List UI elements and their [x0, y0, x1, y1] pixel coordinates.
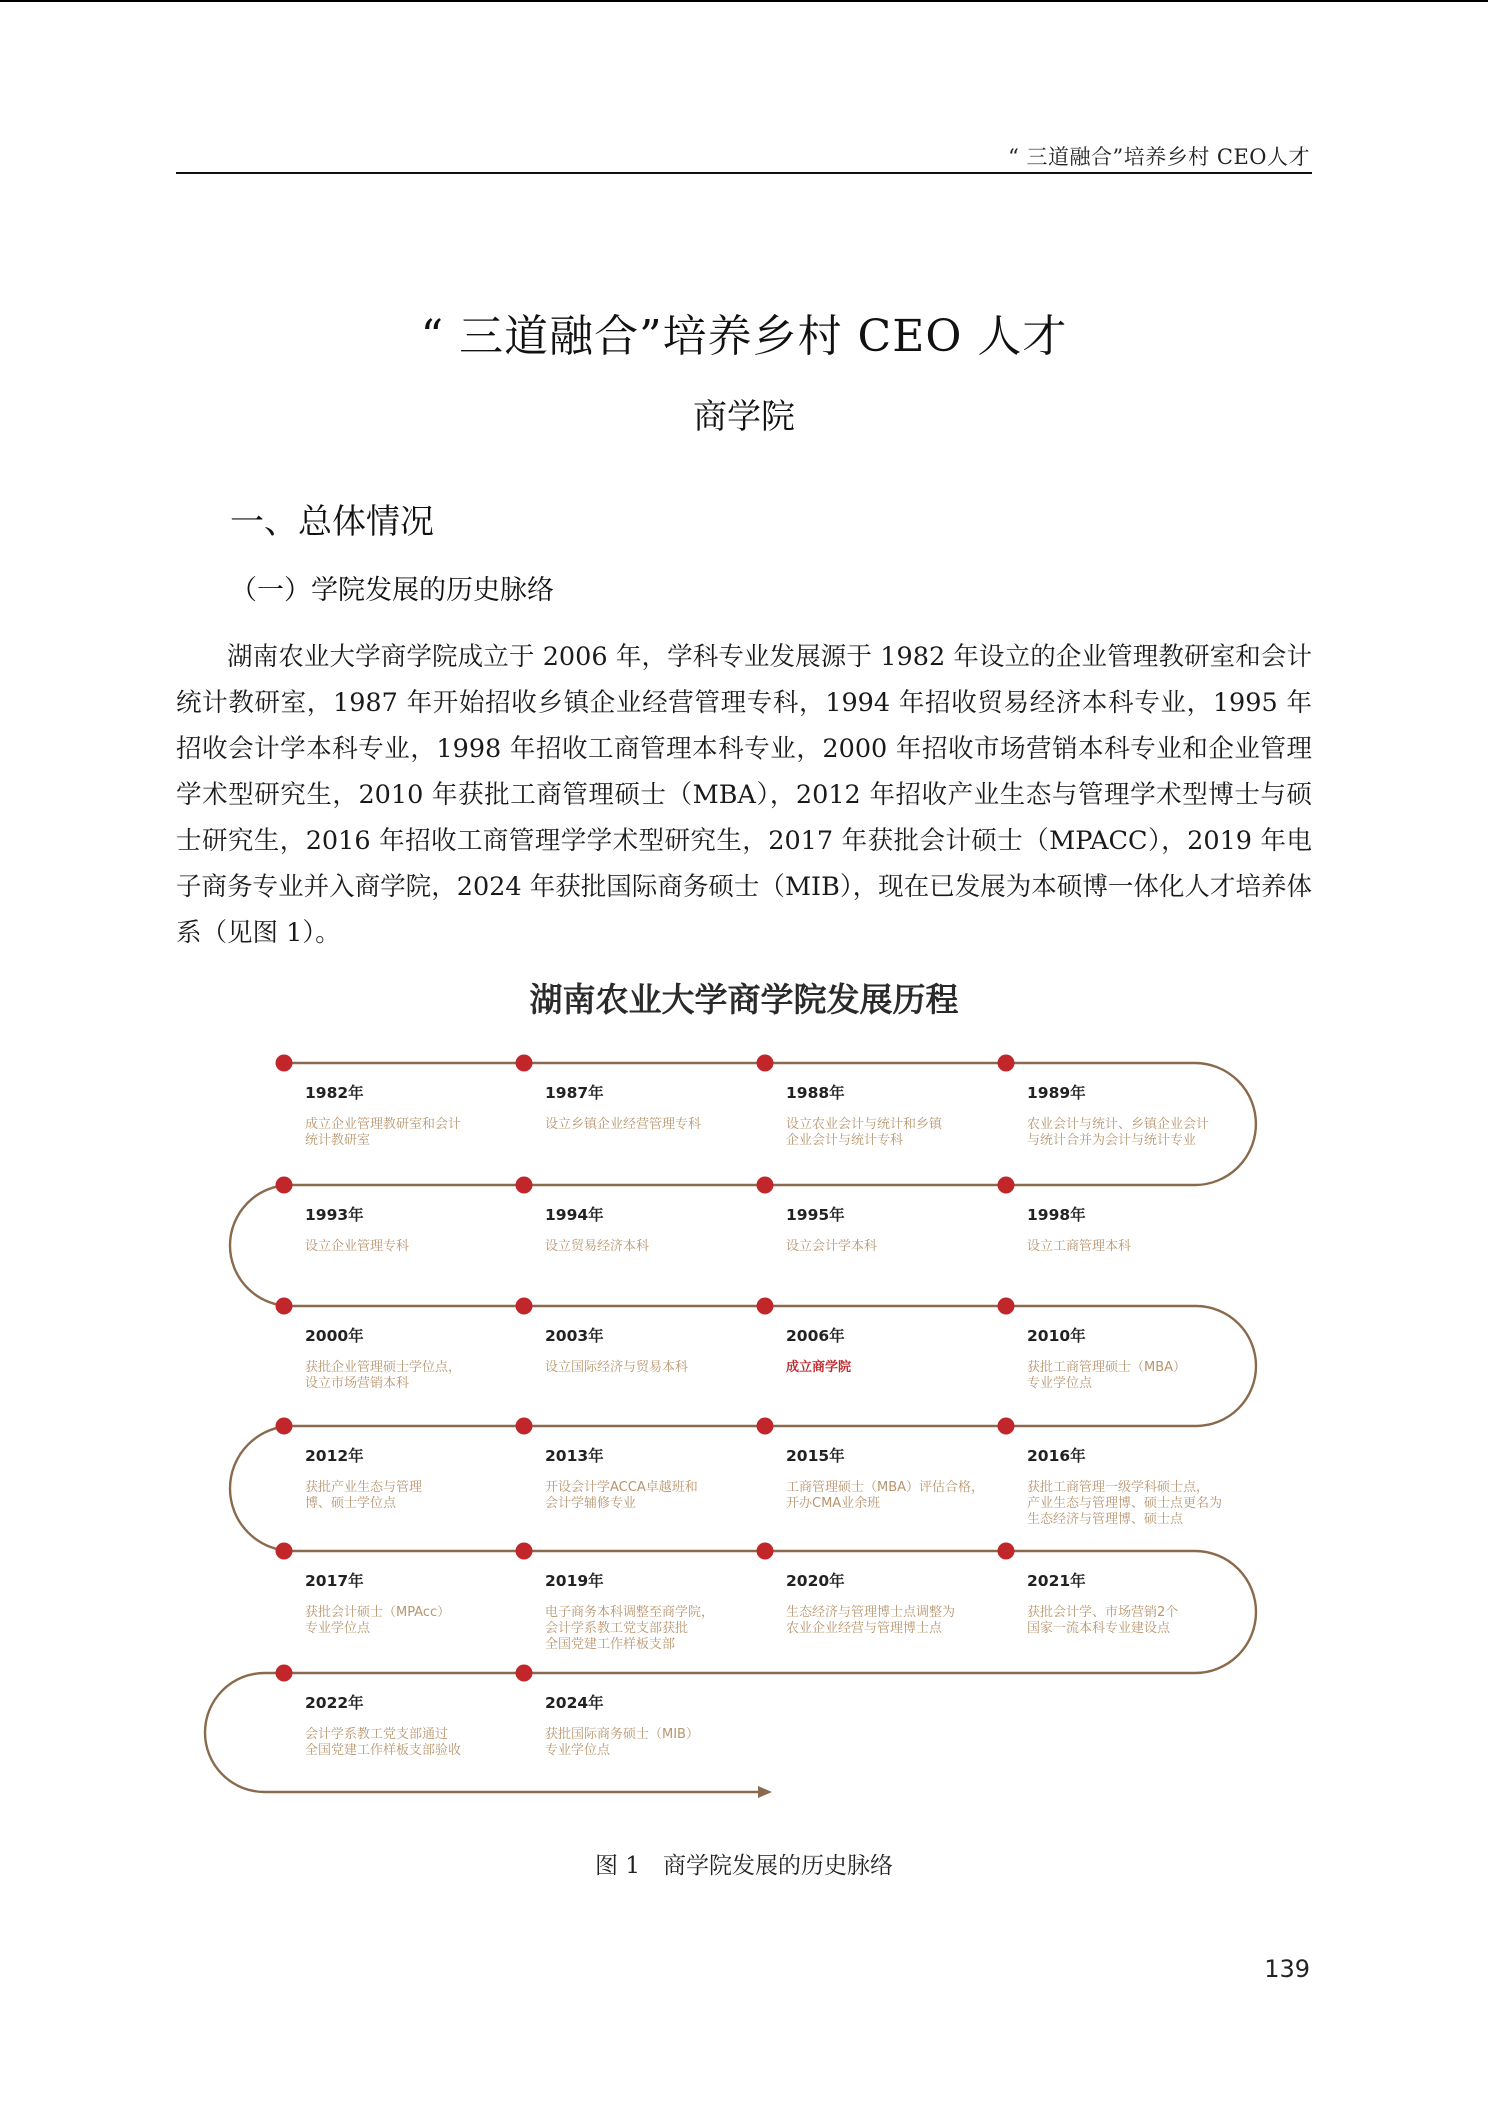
- timeline-event-text: 全国党建工作样板支部: [545, 1637, 676, 1652]
- timeline-dot: [998, 1298, 1015, 1315]
- timeline-dot: [998, 1543, 1015, 1560]
- timeline-event-text: 与统计合并为会计与统计专业: [1027, 1133, 1197, 1148]
- author-unit: 商学院: [693, 397, 795, 437]
- page-title: “ 三道融合”培养乡村 CEO 人才: [420, 311, 1068, 362]
- timeline-event-text: 会计学系教工党支部通过: [305, 1727, 449, 1742]
- timeline-event-text: 农业会计与统计、乡镇企业会计: [1027, 1117, 1210, 1132]
- timeline-dot: [276, 1543, 293, 1560]
- timeline-dot: [276, 1055, 293, 1072]
- timeline-event-text: 设立市场营销本科: [305, 1376, 410, 1391]
- timeline-year: 1987年: [545, 1084, 604, 1102]
- timeline-year: 1994年: [545, 1206, 604, 1224]
- timeline-event-text: 设立贸易经济本科: [545, 1239, 650, 1254]
- timeline-arrow-head: [758, 1786, 772, 1798]
- timeline-year: 2003年: [545, 1327, 604, 1345]
- timeline-event-text: 获批工商管理硕士（MBA）: [1027, 1360, 1187, 1375]
- timeline-year: 2000年: [305, 1327, 364, 1345]
- timeline-event-text: 设立会计学本科: [786, 1239, 878, 1254]
- timeline-dot: [516, 1665, 533, 1682]
- timeline-event-text: 获批企业管理硕士学位点，: [305, 1360, 462, 1375]
- timeline-event-text: 成立商学院: [786, 1360, 852, 1375]
- timeline-dot: [757, 1298, 774, 1315]
- timeline-dot: [276, 1298, 293, 1315]
- timeline-event-text: 设立工商管理本科: [1027, 1239, 1132, 1254]
- figure-caption: 图 1 商学院发展的历史脉络: [595, 1853, 893, 1879]
- timeline-event-text: 专业学位点: [545, 1743, 611, 1758]
- timeline-year: 2015年: [786, 1447, 845, 1465]
- page-number: 139: [1264, 1955, 1310, 1983]
- timeline-event-text: 会计学系教工党支部获批: [545, 1621, 689, 1636]
- timeline-event-text: 开设会计学ACCA卓越班和: [545, 1480, 698, 1495]
- timeline-event-text: 获批国际商务硕士（MIB）: [545, 1727, 699, 1742]
- timeline-year: 1988年: [786, 1084, 845, 1102]
- timeline-event-text: 获批会计硕士（MPAcc）: [305, 1605, 451, 1620]
- timeline-event-text: 产业生态与管理博、硕士点更名为: [1027, 1496, 1223, 1511]
- timeline-dot: [516, 1418, 533, 1435]
- timeline-dot: [516, 1055, 533, 1072]
- timeline-dot: [757, 1055, 774, 1072]
- timeline-dot: [998, 1177, 1015, 1194]
- figure-title: 湖南农业大学商学院发展历程: [529, 980, 959, 1019]
- timeline-year: 2006年: [786, 1327, 845, 1345]
- timeline-event-text: 设立企业管理专科: [305, 1239, 410, 1254]
- timeline-event-text: 开办CMA业余班: [786, 1496, 881, 1511]
- timeline-dot: [516, 1543, 533, 1560]
- timeline-dot: [757, 1543, 774, 1560]
- timeline-year: 2017年: [305, 1572, 364, 1590]
- timeline-event-text: 设立国际经济与贸易本科: [545, 1360, 689, 1375]
- timeline-event-text: 专业学位点: [1027, 1376, 1093, 1391]
- body-paragraph: 湖南农业大学商学院成立于 2006 年，学科专业发展源于 1982 年设立的企业管理教研室和会计统计教研室，1987 年开始招收乡镇企业经营管理专科，1994 年招收贸易经济本科专业，1995 年招收会计学本科专业，1998 年招收工商管理本科专业，2000 年招收市场营销本科专业和企业管理学术型研究生，2010 年获批工商管理硕士（MBA），2012 年招收产业生态与管理学术型博士与硕士研究生，2016 年招收工商管理学学术型研究生，2017 年获批会计硕士（MPACC），2019 年电子商务专业并入商学院，2024 年获批国际商务硕士（MIB），现在已发展为本硕博一体化人才培养体系（见图 1）。: [176, 642, 1312, 948]
- timeline-event-text: 获批会计学、市场营销2个: [1027, 1605, 1179, 1620]
- timeline-dot: [998, 1418, 1015, 1435]
- timeline-dot: [276, 1177, 293, 1194]
- timeline-event-text: 博、硕士学位点: [305, 1496, 397, 1511]
- timeline-year: 1995年: [786, 1206, 845, 1224]
- timeline-year: 2016年: [1027, 1447, 1086, 1465]
- timeline-year: 1993年: [305, 1206, 364, 1224]
- timeline-dot: [276, 1418, 293, 1435]
- timeline-track: [205, 1063, 1256, 1792]
- timeline-event-text: 电子商务本科调整至商学院，: [545, 1605, 715, 1620]
- timeline-event-text: 获批工商管理一级学科硕士点，: [1027, 1480, 1210, 1495]
- subsection-heading: （一）学院发展的历史脉络: [230, 575, 554, 606]
- timeline-dot: [757, 1418, 774, 1435]
- timeline-dot: [516, 1177, 533, 1194]
- timeline-event-text: 全国党建工作样板支部验收: [305, 1743, 462, 1758]
- timeline-year: 1982年: [305, 1084, 364, 1102]
- timeline-dot: [276, 1665, 293, 1682]
- timeline-year: 2019年: [545, 1572, 604, 1590]
- timeline-year: 2022年: [305, 1694, 364, 1712]
- timeline-year: 1989年: [1027, 1084, 1086, 1102]
- timeline-dot: [998, 1055, 1015, 1072]
- timeline-event-text: 获批产业生态与管理: [305, 1480, 423, 1495]
- timeline-event-text: 国家一流本科专业建设点: [1027, 1621, 1171, 1636]
- timeline-year: 2024年: [545, 1694, 604, 1712]
- timeline-event-text: 专业学位点: [305, 1621, 371, 1636]
- timeline-year: 2021年: [1027, 1572, 1086, 1590]
- timeline-event-text: 设立乡镇企业经营管理专科: [545, 1117, 702, 1132]
- timeline-dot: [757, 1177, 774, 1194]
- timeline-event-text: 会计学辅修专业: [545, 1496, 637, 1511]
- timeline-event-text: 企业会计与统计专科: [786, 1133, 904, 1148]
- timeline-year: 2010年: [1027, 1327, 1086, 1345]
- timeline-event-text: 统计教研室: [305, 1133, 371, 1148]
- section-heading: 一、总体情况: [230, 502, 434, 542]
- timeline-year: 2012年: [305, 1447, 364, 1465]
- timeline-year: 1998年: [1027, 1206, 1086, 1224]
- timeline-year: 2020年: [786, 1572, 845, 1590]
- timeline-event-text: 设立农业会计与统计和乡镇: [786, 1117, 943, 1132]
- timeline-year: 2013年: [545, 1447, 604, 1465]
- timeline-dot: [516, 1298, 533, 1315]
- timeline-event-text: 工商管理硕士（MBA）评估合格，: [786, 1480, 985, 1495]
- timeline-event-text: 生态经济与管理博、硕士点: [1027, 1512, 1184, 1527]
- timeline-event-text: 农业企业经营与管理博士点: [786, 1621, 943, 1636]
- running-header: “ 三道融合”培养乡村 CEO人才: [1008, 145, 1310, 169]
- timeline-event-text: 成立企业管理教研室和会计: [305, 1117, 462, 1132]
- timeline-event-text: 生态经济与管理博士点调整为: [786, 1605, 956, 1620]
